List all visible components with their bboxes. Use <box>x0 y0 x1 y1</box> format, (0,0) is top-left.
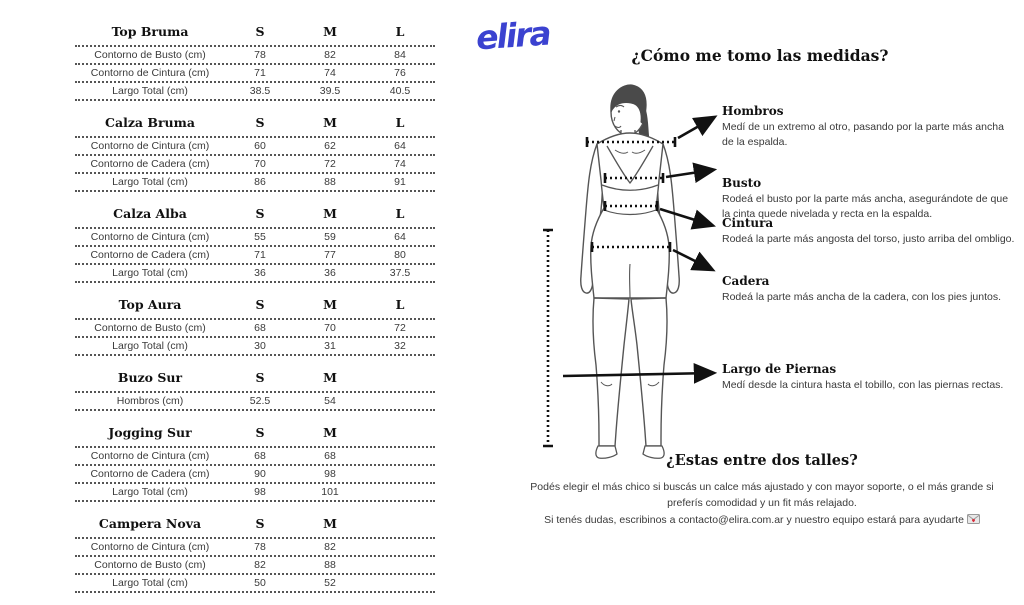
measurement-value: 68 <box>225 448 295 464</box>
footer <box>512 452 1012 529</box>
measurement-value: 64 <box>365 229 435 245</box>
size-column-header: M <box>295 295 365 318</box>
table-header-row <box>75 204 435 227</box>
measurement-section <box>722 362 1018 393</box>
measurement-value: 101 <box>295 484 365 500</box>
measurement-row <box>75 336 435 354</box>
measurement-label: Contorno de Cadera (cm) <box>75 247 225 263</box>
measurement-label: Largo Total (cm) <box>75 83 225 99</box>
size-column-header: S <box>225 514 295 537</box>
measurement-row <box>75 245 435 263</box>
measurement-value: 86 <box>225 174 295 190</box>
measurement-row <box>75 136 435 154</box>
measurement-value: 74 <box>295 65 365 81</box>
measurement-value: 78 <box>225 539 295 555</box>
measurement-label: Contorno de Cadera (cm) <box>75 466 225 482</box>
measurement-value: 72 <box>295 156 365 172</box>
table-header-row <box>75 423 435 446</box>
measurement-value: 88 <box>295 174 365 190</box>
measurement-row <box>75 227 435 245</box>
measurement-label: Contorno de Cintura (cm) <box>75 65 225 81</box>
size-column-header: L <box>365 295 435 318</box>
size-column-header: M <box>295 514 365 537</box>
measurement-label: Largo Total (cm) <box>75 338 225 354</box>
measurement-value: 82 <box>295 539 365 555</box>
measurement-value: 90 <box>225 466 295 482</box>
measurement-label: Hombros (cm) <box>75 393 225 409</box>
measurement-value: 98 <box>295 466 365 482</box>
measurement-label: Largo Total (cm) <box>75 265 225 281</box>
measurement-row <box>75 154 435 172</box>
measurement-value: 68 <box>225 320 295 336</box>
measurement-value: 37.5 <box>365 265 435 281</box>
shoulder-arrow <box>678 118 713 138</box>
measurement-row <box>75 537 435 555</box>
measurement-value: 31 <box>295 338 365 354</box>
product-name: Calza Alba <box>75 204 225 227</box>
measurement-row <box>75 573 435 591</box>
size-table <box>75 368 435 411</box>
footer-contact-text: Si tenés dudas, escribinos a contacto@elira.com.ar y nuestro equipo estará para ayudarte <box>544 514 964 526</box>
bust-arrow <box>666 170 712 177</box>
figure-right-leg <box>631 298 667 446</box>
size-column-header: S <box>225 204 295 227</box>
figure-left-leg <box>593 298 629 446</box>
measurement-value: 82 <box>295 47 365 63</box>
table-header-row <box>75 22 435 45</box>
measurement-value: 68 <box>295 448 365 464</box>
measurement-row <box>75 464 435 482</box>
measurement-section <box>722 216 1018 247</box>
measurement-row <box>75 391 435 409</box>
size-column-header: S <box>225 423 295 446</box>
footer-title: ¿Estas entre dos talles? <box>512 452 1012 469</box>
size-table <box>75 423 435 502</box>
measurement-row <box>75 555 435 573</box>
product-name: Top Bruma <box>75 22 225 45</box>
product-name: Campera Nova <box>75 514 225 537</box>
brand-logo: elira <box>475 13 551 57</box>
footer-contact-line <box>512 512 1012 529</box>
measurement-label: Contorno de Cintura (cm) <box>75 539 225 555</box>
measurement-value: 55 <box>225 229 295 245</box>
measurement-value: 98 <box>225 484 295 500</box>
measurement-label: Contorno de Busto (cm) <box>75 557 225 573</box>
measurement-value: 38.5 <box>225 83 295 99</box>
section-title: Largo de Piernas <box>722 362 1018 376</box>
size-column-header: S <box>225 113 295 136</box>
size-table <box>75 113 435 192</box>
size-table <box>75 204 435 283</box>
table-header-row <box>75 295 435 318</box>
measurement-value: 70 <box>295 320 365 336</box>
measurement-row <box>75 482 435 500</box>
measurement-row <box>75 318 435 336</box>
measurement-value: 50 <box>225 575 295 591</box>
measurement-value: 30 <box>225 338 295 354</box>
size-column-header: M <box>295 204 365 227</box>
measurement-label: Contorno de Busto (cm) <box>75 320 225 336</box>
measurement-value: 74 <box>365 156 435 172</box>
measurement-label: Contorno de Busto (cm) <box>75 47 225 63</box>
measurement-value: 70 <box>225 156 295 172</box>
measurement-value: 76 <box>365 65 435 81</box>
size-column-header: M <box>295 113 365 136</box>
measurement-value: 77 <box>295 247 365 263</box>
measurement-value: 82 <box>225 557 295 573</box>
measurement-label: Largo Total (cm) <box>75 484 225 500</box>
measurement-value: 62 <box>295 138 365 154</box>
size-column-header: S <box>225 295 295 318</box>
measurement-row <box>75 172 435 190</box>
measurement-row <box>75 63 435 81</box>
measurement-value: 36 <box>295 265 365 281</box>
measurement-label: Contorno de Cintura (cm) <box>75 448 225 464</box>
product-name: Top Aura <box>75 295 225 318</box>
measurement-value: 80 <box>365 247 435 263</box>
figure-eye <box>618 110 620 112</box>
measurement-value: 59 <box>295 229 365 245</box>
section-description: Rodeá la parte más angosta del torso, justo arriba del ombligo. <box>722 232 1018 247</box>
table-header-row <box>75 368 435 391</box>
section-title: Cadera <box>722 274 1018 288</box>
product-name: Jogging Sur <box>75 423 225 446</box>
measurement-value: 40.5 <box>365 83 435 99</box>
measurement-section <box>722 104 1018 149</box>
measurement-row <box>75 263 435 281</box>
measurement-row <box>75 446 435 464</box>
measurement-value: 78 <box>225 47 295 63</box>
size-column-header: S <box>225 22 295 45</box>
measurement-label: Contorno de Cintura (cm) <box>75 138 225 154</box>
leg-length-line-caps <box>543 230 553 446</box>
measurement-value: 71 <box>225 65 295 81</box>
size-tables <box>75 22 435 605</box>
measurement-value: 39.5 <box>295 83 365 99</box>
measurement-value: 88 <box>295 557 365 573</box>
measurement-value: 36 <box>225 265 295 281</box>
measurement-value: 60 <box>225 138 295 154</box>
love-letter-emoji <box>967 513 980 529</box>
measurement-label: Contorno de Cadera (cm) <box>75 156 225 172</box>
measurement-label: Largo Total (cm) <box>75 174 225 190</box>
size-table <box>75 514 435 593</box>
section-title: Cintura <box>722 216 1018 230</box>
measurement-value: 91 <box>365 174 435 190</box>
measurement-value: 52 <box>295 575 365 591</box>
table-header-row <box>75 514 435 537</box>
measurement-row <box>75 45 435 63</box>
size-column-header: L <box>365 113 435 136</box>
measurement-row <box>75 81 435 99</box>
section-description: Rodeá el busto por la parte más ancha, asegurándote de que la cinta quede nivelada y recta en la espalda. <box>722 192 1018 221</box>
measurement-value: 52.5 <box>225 393 295 409</box>
body-measurement-illustration <box>535 80 725 470</box>
measurement-value: 71 <box>225 247 295 263</box>
size-column-header: M <box>295 22 365 45</box>
guide-title: ¿Cómo me tomo las medidas? <box>560 46 960 65</box>
product-name: Calza Bruma <box>75 113 225 136</box>
section-description: Medí de un extremo al otro, pasando por la parte más ancha de la espalda. <box>722 120 1018 149</box>
measurement-value: 64 <box>365 138 435 154</box>
size-column-header: L <box>365 204 435 227</box>
measurement-value: 84 <box>365 47 435 63</box>
measurement-value: 72 <box>365 320 435 336</box>
table-header-row <box>75 113 435 136</box>
section-description: Rodeá la parte más ancha de la cadera, con los pies juntos. <box>722 290 1018 305</box>
measurement-section <box>722 176 1018 221</box>
size-table <box>75 295 435 356</box>
footer-size-advice: Podés elegir el más chico si buscás un calce más ajustado y con mayor soporte, o el más grande si preferís comodidad y un fit más relajado. <box>512 479 1012 512</box>
section-title: Hombros <box>722 104 1018 118</box>
product-name: Buzo Sur <box>75 368 225 391</box>
measurement-label: Contorno de Cintura (cm) <box>75 229 225 245</box>
size-column-header: S <box>225 368 295 391</box>
size-column-header: M <box>295 368 365 391</box>
size-column-header: L <box>365 22 435 45</box>
leg-length-arrow <box>563 373 712 376</box>
section-title: Busto <box>722 176 1018 190</box>
measurement-label: Largo Total (cm) <box>75 575 225 591</box>
section-description: Medí desde la cintura hasta el tobillo, con las piernas rectas. <box>722 378 1018 393</box>
measurement-section <box>722 274 1018 305</box>
measurement-value: 54 <box>295 393 365 409</box>
size-column-header: M <box>295 423 365 446</box>
measurement-value: 32 <box>365 338 435 354</box>
size-table <box>75 22 435 101</box>
